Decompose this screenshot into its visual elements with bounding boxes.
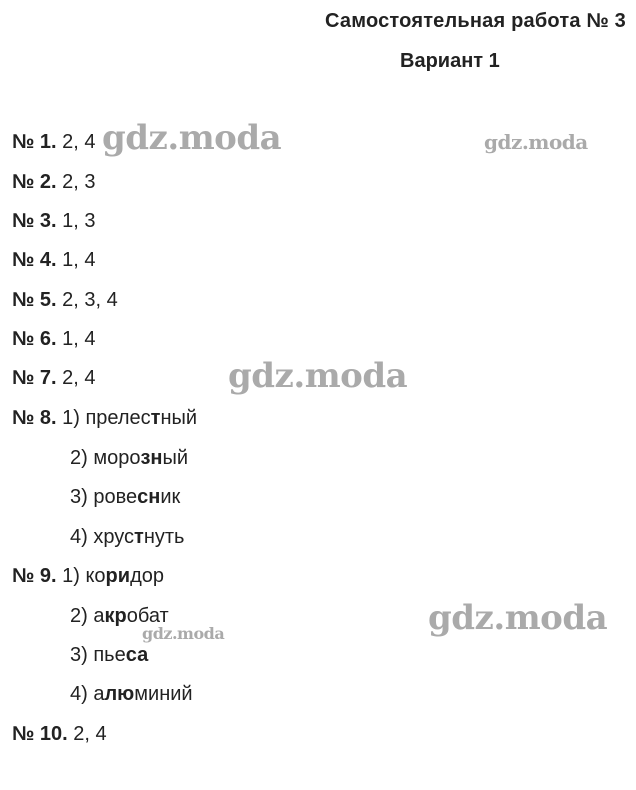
answer-value: 2, 4	[62, 367, 96, 389]
watermark-logo: gdz.moda	[428, 598, 608, 638]
word-item: 1) коридор	[62, 565, 164, 587]
answer-line-10	[12, 722, 107, 746]
watermark-logo: gdz.moda	[142, 624, 225, 643]
answer-number: № 7.	[12, 367, 63, 389]
answer-value: 2, 4	[73, 723, 107, 745]
word-item: 2) акробат	[70, 605, 169, 627]
answer-number: № 10.	[12, 723, 74, 745]
word-item: 3) пьеса	[70, 644, 149, 666]
watermark-logo: gdz.moda	[484, 130, 588, 154]
answer-number: № 2.	[12, 171, 63, 193]
answer-number: № 9.	[12, 565, 63, 587]
answer-line-3	[12, 209, 95, 233]
answer-line-2	[12, 170, 95, 194]
answer-number: № 1.	[12, 131, 63, 153]
page-title: Самостоятельная работа № 3	[325, 10, 626, 32]
answer-number: № 4.	[12, 249, 63, 271]
word-item: 3) ровесник	[70, 486, 181, 508]
answer-number: № 8.	[12, 407, 63, 429]
word-item: 1) прелестный	[62, 407, 198, 429]
word-item: 2) морозный	[70, 447, 189, 469]
answer-value: 1, 3	[62, 210, 96, 232]
answer-line-9	[12, 564, 164, 588]
answer-number: № 6.	[12, 328, 63, 350]
watermark-logo: gdz.moda	[228, 356, 408, 396]
variant-subtitle: Вариант 1	[400, 50, 500, 72]
answer-line-7	[12, 366, 95, 390]
answer-value: 2, 3	[62, 171, 96, 193]
answer-value: 2, 3, 4	[62, 289, 118, 311]
answer-line-1	[12, 130, 95, 154]
answer-number: № 5.	[12, 289, 63, 311]
word-item: 4) алюминий	[70, 683, 193, 705]
answer-line-6	[12, 327, 95, 351]
answer-value: 2, 4	[62, 131, 96, 153]
answer-line-5	[12, 288, 118, 312]
answer-line-4	[12, 248, 95, 272]
watermark-logo: gdz.moda	[102, 118, 282, 158]
answer-value: 1, 4	[62, 328, 96, 350]
answer-line-8	[12, 406, 197, 430]
word-item: 4) хрустнуть	[70, 526, 185, 548]
answer-value: 1, 4	[62, 249, 96, 271]
answer-number: № 3.	[12, 210, 63, 232]
